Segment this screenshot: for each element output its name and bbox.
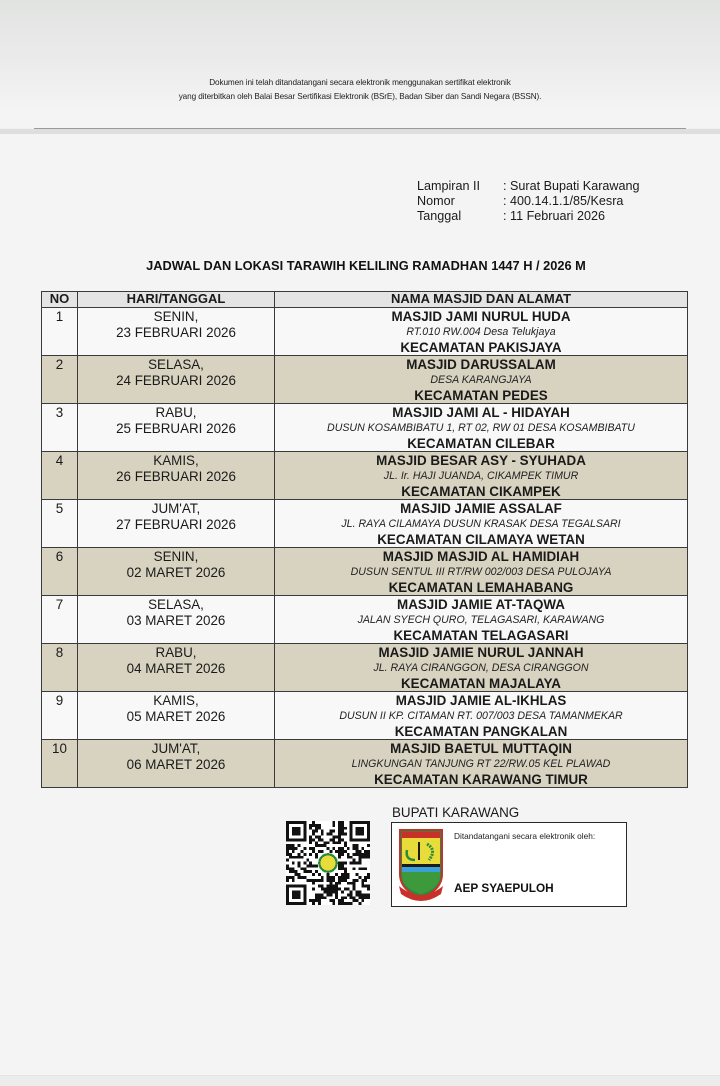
mosque-district: KECAMATAN KARAWANG TIMUR [374,772,588,787]
mosque-name: MASJID BAETUL MUTTAQIN [390,741,572,756]
notice-line-1: Dokumen ini telah ditandatangani secara elektronik menggunakan sertifikat elektronik [209,78,511,87]
mosque-address: DUSUN KOSAMBIBATU 1, RT 02, RW 01 DESA KOSAMBIBATU [327,422,635,434]
table-header-row [42,292,688,308]
signed-by-label: Ditandatangani secara elektronik oleh: [454,831,596,841]
header-no: NO [42,292,78,308]
row-mosque-info [275,452,688,500]
table-row [42,308,688,356]
mosque-name: MASJID MASJID AL HAMIDIAH [382,549,580,564]
row-day: RABU, [155,645,197,660]
row-mosque-info [275,548,688,596]
header-divider [0,128,720,134]
mosque-address: JALAN SYECH QURO, TELAGASARI, KARAWANG [357,614,605,626]
row-date: 24 FEBRUARI 2026 [116,373,236,388]
mosque-name: MASJID BESAR ASY - SYUHADA [376,453,586,468]
signer-name: AEP SYAEPULOH [454,881,554,895]
row-day-date [78,548,275,596]
row-date: 25 FEBRUARI 2026 [116,421,236,436]
row-mosque-info [275,740,688,788]
karawang-regency-emblem-icon [397,828,445,902]
mosque-address: JL. RAYA CIRANGGON, DESA CIRANGGON [373,662,589,674]
notice-line-2: yang diterbitkan oleh Balai Besar Sertifikasi Elektronik (BSrE), Badan Siber dan Sandi Negara (BSSN). [178,92,542,101]
row-date: 05 MARET 2026 [126,709,226,724]
row-date: 27 FEBRUARI 2026 [116,517,236,532]
row-day-date [78,692,275,740]
row-date: 03 MARET 2026 [126,613,226,628]
row-day: SELASA, [148,357,204,372]
date-key: Tanggal [417,209,462,223]
row-day: JUM'AT, [151,501,201,516]
row-mosque-info [275,308,688,356]
row-day-date [78,356,275,404]
mosque-district: KECAMATAN LEMAHABANG [388,580,574,595]
mosque-address: DUSUN II KP. CITAMAN RT. 007/003 DESA TAMANMEKAR [339,710,623,722]
row-day-date [78,452,275,500]
attachment-info [417,179,640,224]
mosque-district: KECAMATAN PAKISJAYA [400,340,562,355]
row-mosque-info [275,692,688,740]
row-number: 8 [42,644,78,692]
attachment-key: Lampiran II [417,179,480,193]
row-mosque-info [275,644,688,692]
date-row [417,209,640,224]
mosque-district: KECAMATAN CIKAMPEK [401,484,561,499]
mosque-address: JL. Ir. HAJI JUANDA, CIKAMPEK TIMUR [383,470,579,482]
row-day-date [78,740,275,788]
row-day: SENIN, [153,549,199,564]
header-mosque-address: NAMA MASJID DAN ALAMAT [275,292,688,308]
row-day-date [78,644,275,692]
row-day-date [78,500,275,548]
row-mosque-info [275,500,688,548]
row-number: 5 [42,500,78,548]
mosque-name: MASJID JAMI NURUL HUDA [391,309,571,324]
table-row [42,404,688,452]
table-row [42,644,688,692]
qr-code-icon [286,821,370,905]
table-row [42,692,688,740]
number-row [417,194,640,209]
signatory-office: BUPATI KARAWANG [392,805,520,820]
table-row [42,500,688,548]
bottom-bar [0,1075,720,1086]
row-date: 02 MARET 2026 [126,565,226,580]
row-day: SENIN, [153,309,199,324]
mosque-district: KECAMATAN MAJALAYA [401,676,561,691]
mosque-address: DESA KARANGJAYA [430,374,532,386]
mosque-name: MASJID JAMI AL - HIDAYAH [392,405,570,420]
mosque-name: MASJID JAMIE ASSALAF [400,501,562,516]
row-number: 6 [42,548,78,596]
mosque-district: KECAMATAN CILAMAYA WETAN [377,532,585,547]
mosque-name: MASJID JAMIE AT-TAQWA [397,597,565,612]
row-mosque-info [275,404,688,452]
row-day: KAMIS, [153,453,199,468]
row-day-date [78,404,275,452]
row-day: JUM'AT, [151,741,201,756]
row-day: RABU, [155,405,197,420]
mosque-district: KECAMATAN CILEBAR [407,436,555,451]
mosque-name: MASJID JAMIE NURUL JANNAH [378,645,584,660]
e-signature-box [391,822,627,907]
row-day: KAMIS, [153,693,199,708]
row-number: 2 [42,356,78,404]
row-date: 26 FEBRUARI 2026 [116,469,236,484]
mosque-name: MASJID DARUSSALAM [406,357,556,372]
schedule-table [41,291,688,788]
table-row [42,548,688,596]
row-number: 10 [42,740,78,788]
row-mosque-info [275,356,688,404]
mosque-address: RT.010 RW.004 Desa Telukjaya [406,326,556,338]
row-date: 23 FEBRUARI 2026 [116,325,236,340]
mosque-address: DUSUN SENTUL III RT/RW 002/003 DESA PULOJAYA [350,566,612,578]
row-date: 06 MARET 2026 [126,757,226,772]
table-row [42,596,688,644]
document-title: JADWAL DAN LOKASI TARAWIH KELILING RAMADHAN 1447 H / 2026 M [146,258,586,273]
row-day-date [78,596,275,644]
attachment-value: : Surat Bupati Karawang [503,179,640,193]
e-signature-notice [0,76,720,104]
row-number: 1 [42,308,78,356]
table-row [42,356,688,404]
mosque-district: KECAMATAN PANGKALAN [394,724,568,739]
date-value: : 11 Februari 2026 [503,209,605,223]
row-date: 04 MARET 2026 [126,661,226,676]
table-row [42,452,688,500]
mosque-address: LINGKUNGAN TANJUNG RT 22/RW.05 KEL PLAWAD [351,758,611,770]
mosque-district: KECAMATAN PEDES [414,388,548,403]
number-value: : 400.14.1.1/85/Kesra [503,194,624,208]
row-number: 3 [42,404,78,452]
row-day-date [78,308,275,356]
mosque-address: JL. RAYA CILAMAYA DUSUN KRASAK DESA TEGALSARI [341,518,621,530]
table-row [42,740,688,788]
attachment-row [417,179,640,194]
row-number: 7 [42,596,78,644]
row-number: 4 [42,452,78,500]
row-day: SELASA, [148,597,204,612]
mosque-name: MASJID JAMIE AL-IKHLAS [395,693,567,708]
mosque-district: KECAMATAN TELAGASARI [393,628,569,643]
row-number: 9 [42,692,78,740]
row-mosque-info [275,596,688,644]
header-day-date: HARI/TANGGAL [78,292,275,308]
number-key: Nomor [417,194,455,208]
